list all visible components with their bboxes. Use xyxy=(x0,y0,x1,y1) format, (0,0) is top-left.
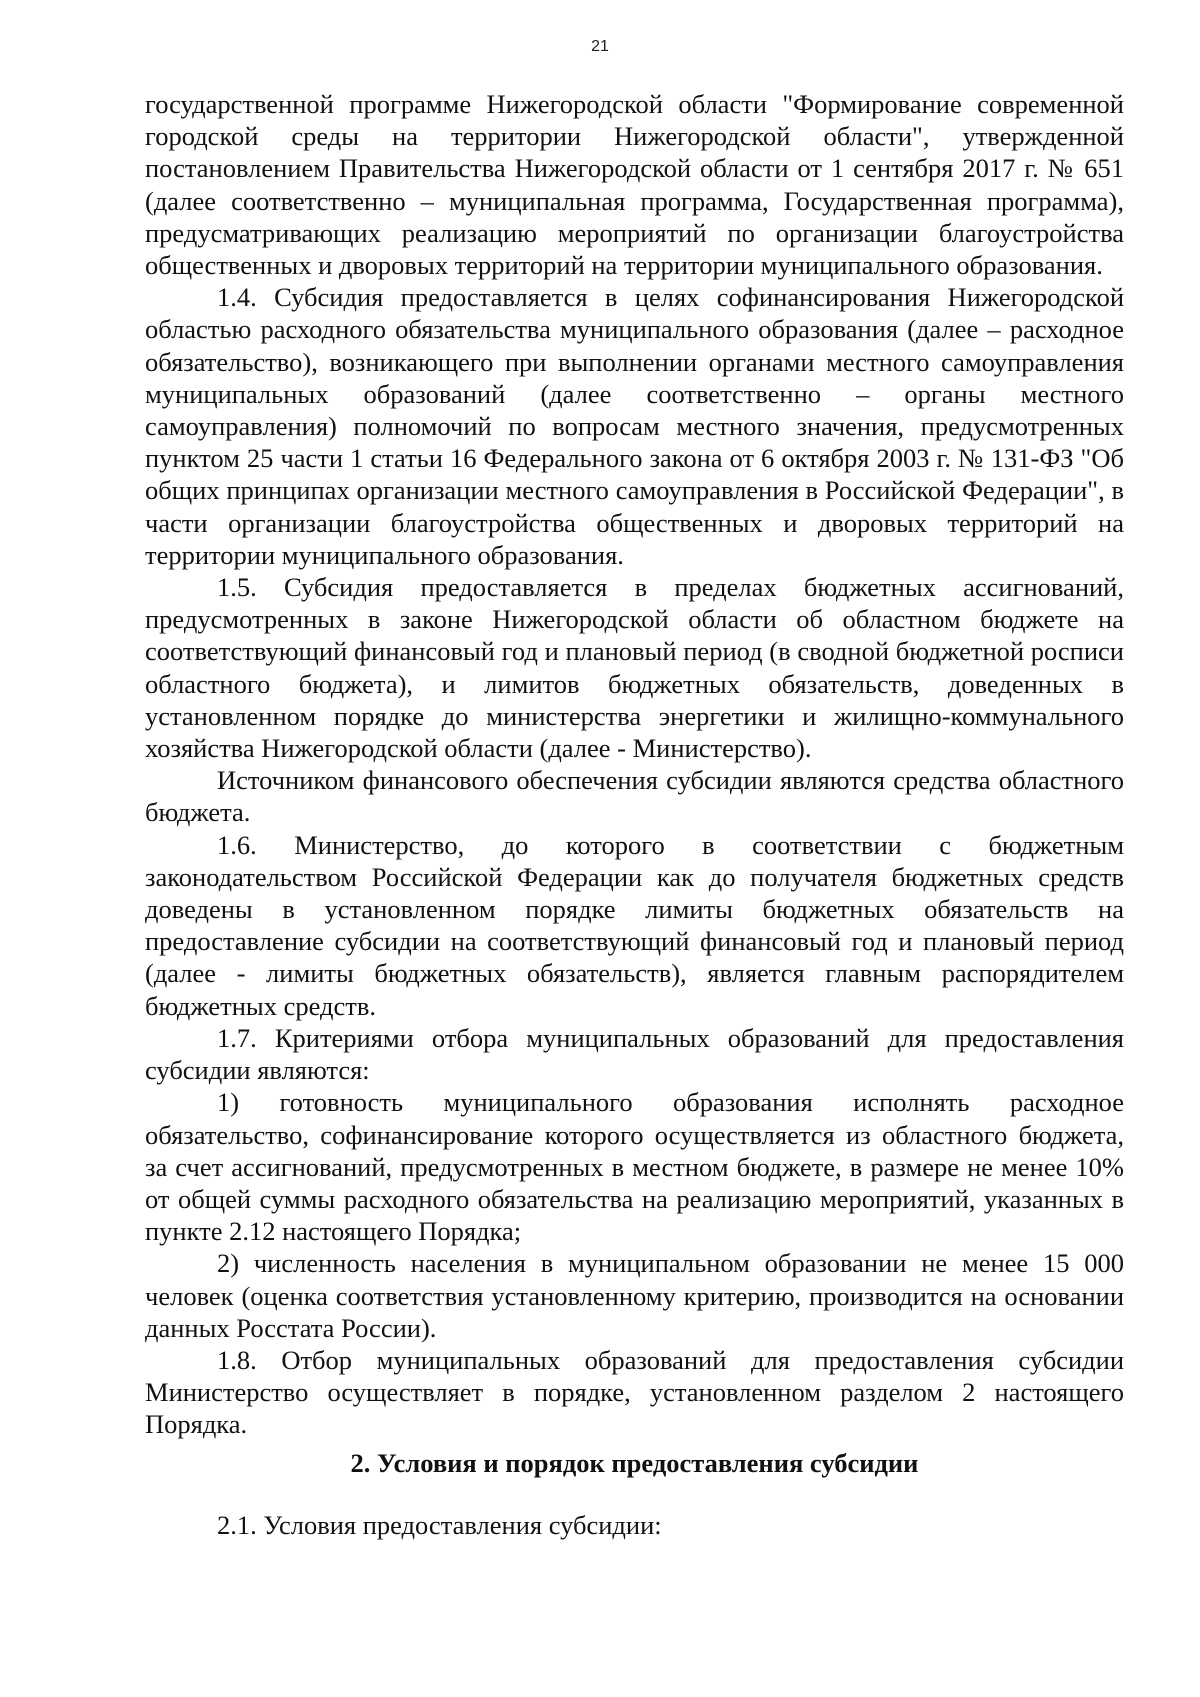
paragraph-funding-source: Источником финансового обеспечения субсидии являются средства областного бюджета. xyxy=(145,765,1124,828)
page-number: 21 xyxy=(591,38,609,55)
paragraph-1-6: 1.6. Министерство, до которого в соответствии с бюджетным законодательством Российской Федерации как до получателя бюджетных средств доведены в установленном порядке лимиты бюджетных обязательств на предоставление субсидии на соответствующий финансовый год и плановый период (далее - лимиты бюджетных обязательств), является главным распорядителем бюджетных средств. xyxy=(145,829,1124,1021)
section-heading: 2. Условия и порядок предоставления субсидии xyxy=(350,1447,919,1478)
paragraph-2-1: 2.1. Условия предоставления субсидии: xyxy=(217,1509,662,1540)
paragraph-continuation: государственной программе Нижегородской области "Формирование современной городской среды на территории Нижегородской области", утвержденной постановлением Правительства Нижегородской области от 1 сентября 2017 г. № 651 (далее соответственно – муниципальная программа, Государственная программа), предусматривающих реализацию мероприятий по организации благоустройства общественных и дворовых территорий на территории муниципального образования. xyxy=(145,89,1124,281)
paragraph-1-7: 1.7. Критериями отбора муниципальных образований для предоставления субсидии являются: xyxy=(145,1022,1124,1086)
paragraph-1-4: 1.4. Субсидия предоставляется в целях софинансирования Нижегородской областью расходного обязательства муниципального образования (далее – расходное обязательство), возникающего при выполнении органами местного самоуправления муниципальных образований (далее соответственно – органы местного самоуправления) полномочий по вопросам местного значения, предусмотренных пунктом 25 части 1 статьи 16 Федерального закона от 6 октября 2003 г. № 131-ФЗ "Об общих принципах организации местного самоуправления в Российской Федерации", в части организации благоустройства общественных и дворовых территорий на территории муниципального образования. xyxy=(145,282,1124,570)
paragraph-1-5: 1.5. Субсидия предоставляется в пределах бюджетных ассигнований, предусмотренных в законе Нижегородской области об областном бюджете на соответствующий финансовый год и плановый период (в сводной бюджетной росписи областного бюджета), и лимитов бюджетных обязательств, доведенных в установленном порядке до министерства энергетики и жилищно-коммунального хозяйства Нижегородской области (далее - Министерство). xyxy=(145,572,1124,764)
paragraph-1-8: 1.8. Отбор муниципальных образований для предоставления субсидии Министерство осуществляет в порядке, установленном разделом 2 настоящего Порядка. xyxy=(145,1344,1124,1440)
list-item-criterion-2: 2) численность населения в муниципальном образовании не менее 15 000 человек (оценка соответствия установленному критерию, производится на основании данных Росстата России). xyxy=(145,1248,1124,1343)
list-item-criterion-1: 1) готовность муниципального образования исполнять расходное обязательство, софинансирование которого осуществляется из областного бюджета, за счет ассигнований, предусмотренных в местном бюджете, в размере не менее 10% от общей суммы расходного обязательства на реализацию мероприятий, указанных в пункте 2.12 настоящего Порядка; xyxy=(145,1087,1124,1247)
document-body xyxy=(145,88,1124,1541)
